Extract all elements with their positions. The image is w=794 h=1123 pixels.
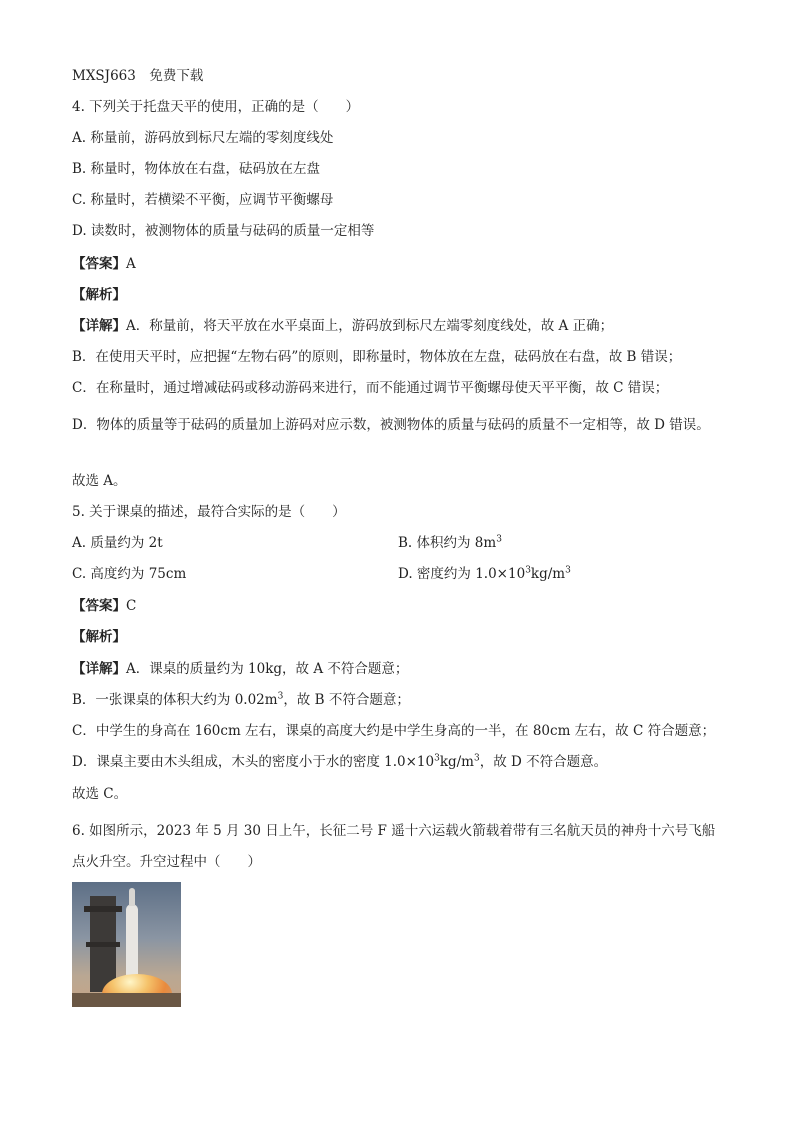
detail-text: ，故 B 不符合题意；: [283, 692, 410, 708]
q4-analysis-tag: 【解析】: [72, 287, 126, 303]
detail-text: A．课桌的质量约为 10kg，故 A 不符合题意；: [126, 661, 409, 677]
superscript: 3: [525, 565, 531, 576]
q4-option-d: D. 读数时，被测物体的质量与砝码的质量一定相等: [72, 223, 375, 239]
detail-text: B．一张课桌的体积大约为 0.02m: [72, 692, 278, 708]
q4-conclusion: 故选 A。: [72, 473, 127, 489]
option-text: kg/m: [530, 566, 566, 582]
superscript: 3: [473, 753, 480, 764]
q6-stem: 6. 如图所示，2023 年 5 月 30 日上午，长征二号 F 遥十六运载火箭载着带有三名航天员的神舟十六号飞船点火升空。升空过程中（ ）: [72, 823, 716, 870]
detail-text: A．称量前，将天平放在水平桌面上，游码放到标尺左端零刻度线处，故 A 正确；: [126, 318, 614, 334]
q5-detail-b: [72, 691, 410, 709]
answer-value: C: [126, 598, 137, 614]
q4-option-c: C. 称量时，若横梁不平衡，应调节平衡螺母: [72, 192, 334, 208]
q5-option-b: [398, 534, 502, 552]
answer-value: A: [126, 256, 136, 272]
rocket-icon: [126, 904, 138, 984]
launch-tower: [90, 896, 116, 992]
answer-tag: 【答案】: [72, 598, 126, 614]
q4-detail-a: [72, 317, 613, 335]
rocket-launch-photo: [72, 882, 181, 1007]
superscript: 3: [277, 691, 284, 702]
q5-option-a: A. 质量约为 2t: [72, 535, 163, 551]
detail-text: kg/m: [439, 754, 474, 770]
superscript: 3: [434, 753, 440, 764]
detail-tag: 【详解】: [72, 661, 126, 677]
q4-detail-b: B．在使用天平时，应把握“左物右码”的原则，即称量时，物体放在左盘，砝码放在右盘，故 B 错误；: [72, 349, 682, 365]
superscript: 3: [565, 565, 571, 576]
detail-text: D．课桌主要由木头组成，木头的密度小于水的密度 1.0×10: [72, 754, 435, 770]
q4-option-a: A. 称量前，游码放到标尺左端的零刻度线处: [72, 130, 334, 146]
q5-answer: [72, 597, 136, 615]
q5-detail-a: [72, 660, 408, 678]
page-header: MXSJ663 免费下载: [72, 68, 204, 84]
detail-tag: 【详解】: [72, 318, 126, 334]
answer-tag: 【答案】: [72, 256, 126, 272]
q4-stem: 4. 下列关于托盘天平的使用，正确的是（ ）: [72, 99, 360, 115]
q5-detail-d: [72, 753, 607, 771]
q4-detail-d: D．物体的质量等于砝码的质量加上游码对应示数，被测物体的质量与砝码的质量不一定相等，故 D 错误。: [72, 417, 710, 433]
q5-stem: 5. 关于课桌的描述，最符合实际的是（ ）: [72, 504, 346, 520]
option-text: D. 密度约为 1.0×10: [398, 566, 526, 582]
option-text: B. 体积约为 8m: [398, 535, 497, 551]
q4-detail-c: C．在称量时，通过增减砝码或移动游码来进行，而不能通过调节平衡螺母使天平平衡，故 C 错误；: [72, 380, 669, 396]
q5-analysis-tag: 【解析】: [72, 629, 126, 645]
q5-detail-c: C．中学生的身高在 160cm 左右，课桌的高度大约是中学生身高的一半，在 80cm 左右，故 C 符合题意；: [72, 723, 716, 739]
q5-option-d: [398, 565, 571, 583]
detail-text: ，故 D 不符合题意。: [479, 754, 608, 770]
q4-option-b: B. 称量时，物体放在右盘，砝码放在左盘: [72, 161, 321, 177]
q4-answer: [72, 255, 136, 273]
superscript: 3: [496, 534, 502, 545]
q5-conclusion: 故选 C。: [72, 786, 128, 802]
ground: [72, 993, 181, 1007]
q5-option-c: C. 高度约为 75cm: [72, 566, 187, 582]
